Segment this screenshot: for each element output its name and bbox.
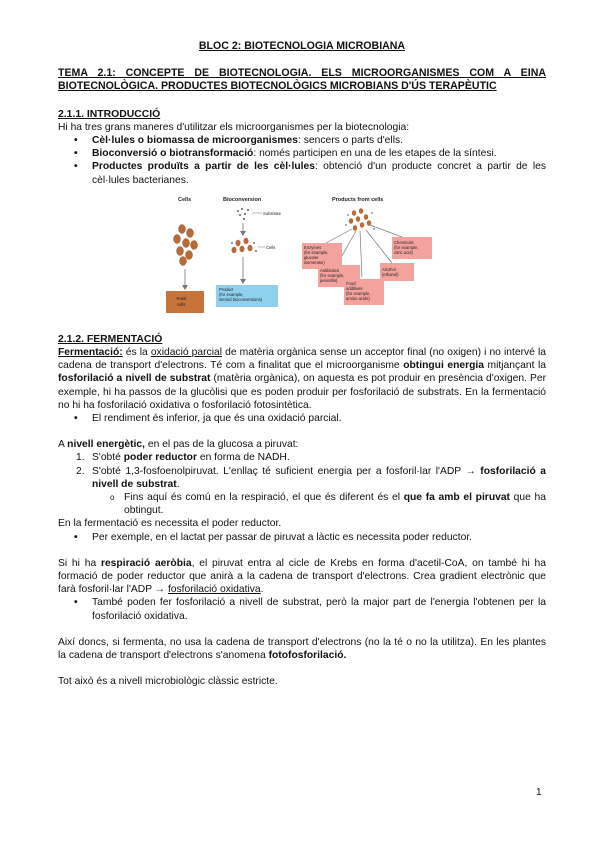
product-label: steroid bioconversions): [219, 296, 263, 302]
intro-lead: Hi ha tres grans maneres d'utilitzar els microorganismes per la biotecnologia:: [58, 121, 410, 133]
text: de matèria orgànica sense un acceptor final (no oxigen) i no intervé la cadena de transport d'electrons. Té com a finalitat que el microorganisme: [58, 347, 546, 372]
text: és la: [122, 347, 151, 359]
product-label: Product: [219, 286, 234, 292]
section-title: TEMA 2.1: CONCEPTE DE BIOTECNOLOGIA. ELS MICROORGANISMES COM A EINA BIOTECNOLÒGICA. PRODUCTES BIOTECNOLÒGICS MICROBIANS D'ÚS TERAPÈUTIC: [58, 67, 546, 93]
term-oxidacio-parcial: oxidació parcial: [150, 347, 223, 359]
text: mitjançant la: [483, 360, 546, 372]
text: .: [176, 478, 180, 490]
ordered-item: [58, 465, 546, 491]
term-respiracio-aerobia: respiració aeròbia: [100, 557, 192, 569]
food-label: Food: [346, 280, 356, 286]
list-item: [58, 160, 546, 186]
yeast-cells-icon: [174, 224, 198, 265]
spacer: [58, 662, 546, 675]
term-fosforilacio-oxidativa: fosforilació oxidativa: [167, 584, 261, 596]
product-label: (for example,: [219, 291, 244, 297]
list-item: • Per exemple, en el lactat per passar de piruvat a làctic es necessita poder reductor.: [58, 531, 546, 544]
text: A: [58, 439, 68, 451]
food-label: additives: [346, 285, 363, 291]
chemicals-label: (for example,: [394, 244, 419, 250]
food-label: (for example,: [346, 290, 371, 296]
spacer: [58, 623, 546, 636]
text: S'obté: [92, 452, 124, 464]
intro-list: [58, 134, 546, 187]
text: , el piruvat entra al cicle de Krebs en forma d'acetil-CoA, on també hi ha formació de poder reductor que anirà a la cadena de transport d'electrons. Crea gradient electrònic que farà fosforil·lar l'ADP →: [58, 557, 546, 596]
page-number: 1: [536, 787, 542, 798]
list-item: • El rendiment és inferior, ja que és una oxidació parcial.: [58, 412, 546, 425]
enzymes-label: glucose: [304, 254, 319, 260]
list-item: • També poden fer fosforilació a nivell de substrat, però la major part de l'energia l'obtenen per la fosforilació oxidativa.: [58, 596, 546, 622]
conclusion-paragraph: [58, 636, 546, 662]
term-poder-reductor: poder reductor: [123, 452, 197, 464]
yeast-label: Yeast: [176, 295, 187, 301]
enzymes-label: (for example,: [304, 249, 329, 255]
final-paragraph: Tot això és a nivell microbiològic clàssic estricte.: [58, 676, 278, 688]
nivell-energetic-paragraph: [58, 438, 546, 451]
spacer: [58, 425, 546, 438]
spacer: [58, 544, 546, 557]
chemicals-label: Chemicals: [394, 239, 414, 245]
fig-cells-title: Cells: [178, 196, 192, 203]
fig-products-title: Products from cells: [332, 196, 384, 203]
text: (matèria orgànica), on aquesta es pot produir en presència d'oxigen. Per exemple, hi ha passos de la glucòlisi que es poden produir per fosforilació de substrats. En la fermentació no hi ha fosforilació oxidativa o fosforilació fotosintètica.: [58, 373, 546, 411]
text: Si hi ha: [58, 557, 101, 569]
item-number: 1.: [76, 452, 85, 464]
text: S'obté 1,3-fosfoenolpiruvat. L'enllaç té suficient energia per a fosforil·lar l'ADP →: [92, 465, 481, 477]
enzymes-label: Enzymes: [304, 244, 322, 250]
document-title: BLOC 2: BIOTECNOLOGIA MICROBIANA: [198, 40, 406, 52]
item-term: Bioconversió o biotransformació: [92, 148, 254, 160]
microbial-uses-figure: [58, 193, 546, 321]
term-fermentacio: Fermentació:: [58, 347, 123, 359]
term-fosforilacio: fosforilació a nivell de substrat: [58, 373, 211, 385]
alcohol-label: (ethanol): [382, 271, 399, 277]
term-piruvat: que fa amb el piruvat: [403, 492, 510, 504]
item-term: Cèl·lules o biomassa de microorganismes: [92, 135, 299, 147]
item-text: : obtenció d'un producte concret a partir de les cèl·lules bacterianes.: [92, 161, 546, 186]
list-item: [58, 134, 546, 147]
item-text: : sencers o parts d'ells.: [298, 135, 403, 147]
fig-bioconversion-title: Bioconversion: [223, 196, 262, 203]
enzymes-label: isomerase): [304, 259, 325, 265]
fermentacio-definition: [58, 346, 546, 412]
text: que ha obtingut.: [124, 492, 546, 517]
poder-reductor-paragraph: En la fermentació es necessita el poder reductor.: [58, 518, 282, 530]
antibiotics-label: (for example,: [320, 272, 345, 278]
intro-heading: 2.1.1. INTRODUCCIÓ: [58, 108, 161, 120]
term-fosforilacio-substrat: fosforilació a nivell de substrat: [92, 465, 546, 490]
antibiotics-label: penicillin): [320, 277, 338, 283]
yeast-label: cells: [177, 301, 186, 307]
item-text: : només participen en una de les etapes de la síntesi.: [253, 148, 497, 160]
substrate-label: Substrate: [263, 210, 281, 216]
antibiotics-label: Antibiotics: [320, 267, 340, 273]
text: Fins aquí és comú en la respiració, el que és diferent és el: [124, 492, 404, 504]
term-nivell-energetic: nivell energètic,: [67, 439, 146, 451]
respiracio-paragraph: [58, 557, 546, 597]
term-obtingui-energia: obtingui energia: [403, 360, 484, 372]
fermentacio-heading: 2.1.2. FERMENTACIÓ: [58, 333, 163, 345]
text: en forma de NADH.: [196, 452, 290, 464]
item-number: 2.: [76, 465, 85, 477]
text: Així doncs, si fermenta, no usa la cadena de transport d'electrons (no la té o no la utilitza). En les plantes la cadena de transport d'electrons s'anomena: [58, 636, 546, 662]
products-cells-icon: [349, 208, 371, 231]
substrate-dots-icon: [237, 208, 249, 220]
term-fotofosforilacio: fotofosforilació.: [268, 650, 347, 662]
list-item: [58, 147, 546, 160]
ordered-item: [58, 451, 546, 464]
food-label: amino acids): [346, 295, 370, 301]
bioconversion-cells-icon: [232, 238, 253, 253]
sub-list-item: [58, 491, 546, 517]
text: .: [260, 584, 264, 596]
alcohol-label: Alcohol: [382, 266, 396, 272]
figure-svg: [58, 193, 546, 321]
cells-small-label: Cells: [266, 244, 276, 250]
chemicals-label: citric acid): [394, 249, 413, 255]
item-term: Productes produïts a partir de les cèl·lules: [92, 161, 315, 173]
text: en el pas de la glucosa a piruvat:: [145, 439, 299, 451]
document-page: [58, 40, 546, 689]
